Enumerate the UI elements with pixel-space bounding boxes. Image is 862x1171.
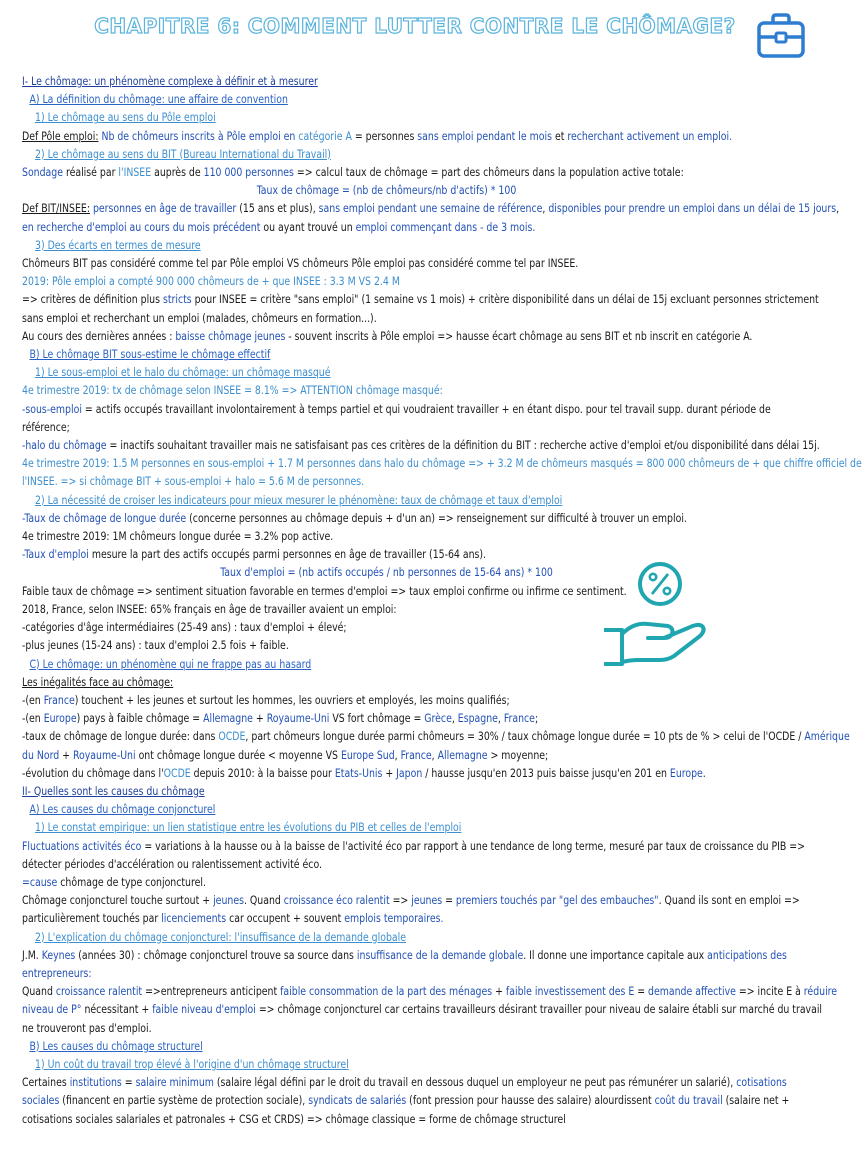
text-line [22,219,751,237]
text-run: ont chômage longue durée < moyenne VS [135,748,341,762]
text-run: 2018, France, selon INSEE: 65% français en âge de travailler avaient un emploi: [22,602,397,616]
text-run: 4e trimestre 2019: tx de chômage selon INSEE = 8.1% => ATTENTION chômage masqué: [22,384,443,398]
text-run: Les inégalités face au chômage: [22,675,174,689]
text-run: Faible taux de chômage => sentiment situation favorable en termes d'emploi => taux emploi confirme ou infirme ce sentiment. [22,584,627,598]
text-run: (15 ans et plus), [236,202,319,216]
text-run: Japon [396,766,423,780]
topic-heading [22,492,751,510]
text-line [22,910,751,928]
text-run: ) touchent + les jeunes et surtout les hommes, les ouvriers et employés, les moins qualifiés; [74,693,510,707]
text-line [22,328,751,346]
text-run: jeunes [213,894,244,908]
text-run: coût du travail [654,1094,723,1108]
text-run: , [394,748,401,762]
text-run: -taux de chômage de longue durée: dans [22,730,219,744]
text-run: personnes en âge de travailler [89,202,237,216]
text-run: réduire [803,985,838,999]
topic-heading [22,1056,751,1074]
text-run: , [431,748,438,762]
text-run: premiers touchés par "gel des embauches" [455,894,659,908]
text-run: 1) Le chômage au sens du Pôle emploi [35,111,216,125]
text-run: = [442,894,456,908]
text-line [22,728,850,746]
text-run: (font pression pour hausse des salaire) alourdissent [406,1094,655,1108]
text-run: France [43,693,75,707]
section-heading [22,783,751,801]
text-run: Allemagne [203,712,253,726]
text-run: => calcul taux de chômage = part des chômeurs dans la population active totale: [293,166,684,180]
text-run: (salaire net + [722,1094,790,1108]
text-run: - souvent inscrits à Pôle emploi => hausse écart chômage au sens BIT et nb inscrit en catégorie A. [285,329,753,343]
text-run: cotisations sociales salariales et patronales + CSG et CRDS) => chômage classique = forme de chômage structurel [22,1112,566,1126]
topic-heading [22,237,751,255]
text-run: Royaume-Uni [266,712,330,726]
text-line [22,382,751,400]
text-run: depuis 2010: à la baisse pour [190,766,335,780]
text-run: , [836,202,840,216]
text-run: Taux d'emploi = (nb actifs occupés / nb personnes de 15-64 ans) * 100 [220,566,553,580]
text-run: baisse chômage jeunes [175,329,286,343]
text-run: + [492,985,506,999]
text-run: 3) Des écarts en termes de mesure [35,238,201,252]
text-run: Def BIT/INSEE: [22,202,90,216]
text-line [22,437,820,455]
text-run: =cause [22,875,58,889]
text-run: croissance éco ralentit [283,894,390,908]
briefcase-icon [755,10,807,62]
text-run: salaire minimum [135,1076,214,1090]
text-run: stricts [162,293,192,307]
text-run: mesure la part des actifs occupés parmi personnes en âge de travailler (15-64 ans). [88,548,487,562]
text-run: -Taux de chômage de longue durée [22,511,187,525]
text-run: Etats-Unis [334,766,383,780]
text-run: sociales [22,1094,60,1108]
text-run: B) Les causes du chômage structurel [29,1039,203,1053]
text-run: emploi commençant dans - de 3 mois. [355,220,536,234]
text-run: Europe [669,766,703,780]
text-line [22,1111,751,1129]
text-run: Amérique [804,730,850,744]
text-run: Sondage [22,166,63,180]
text-run: l'INSEE. => si chômage BIT + sous-emploi + halo = 5.6 M de personnes. [22,475,365,489]
text-run: A) Les causes du chômage conjoncturel [29,803,216,817]
text-run: chômage de type conjoncturel. [57,875,206,889]
text-run: -plus jeunes (15-24 ans) : taux d'emploi 2.5 fois + faible. [22,639,289,653]
text-line [22,983,838,1001]
text-line [22,546,751,564]
text-line [22,765,751,783]
text-run: car occupent + souvent [226,912,345,926]
text-line [22,947,787,965]
chapter-title: CHAPITRE 6: COMMENT LUTTER CONTRE LE CHÔMAGE? [94,14,736,38]
text-run: Europe [43,712,77,726]
text-line [22,637,751,655]
text-line [22,528,751,546]
text-run: => incite E à [735,985,804,999]
text-run: 2) L'explication du chômage conjoncturel: l'insuffisance de la demande globale [35,930,407,944]
text-run: => critères de définition plus [22,293,163,307]
text-run: Certaines [22,1076,70,1090]
text-run: Europe Sud [340,748,395,762]
text-run: faible investissement des E [505,985,635,999]
topic-heading [22,819,751,837]
text-line [22,619,751,637]
text-run: Quand [22,985,56,999]
text-line [22,291,819,309]
text-run: et [551,129,568,143]
text-run: syndicats de salariés [308,1094,407,1108]
text-line [22,1092,790,1110]
text-line [22,310,751,328]
text-run: sans emploi et recherchant un emploi (malades, chômeurs en formation...). [22,311,377,325]
text-run: ou ayant trouvé un [260,220,356,234]
text-run: licenciements [161,912,227,926]
text-run: = variations à la hausse ou à la baisse de l'activité éco par rapport à une tendance de long terme, mesuré par taux de croissance du PIB => [141,839,805,853]
text-run: Allemagne [437,748,488,762]
text-run: entrepreneurs: [22,966,92,980]
text-run: , [542,202,549,216]
text-run: croissance ralentit [55,985,143,999]
text-run: OCDE [218,730,246,744]
text-run: =>entrepreneurs anticipent [142,985,281,999]
text-run: Chômage conjoncturel touche surtout + [22,894,214,908]
text-run: (salaire légal défini par le droit du travail en dessous duquel un employeur ne peut pas rémunérer un salarié), [213,1076,737,1090]
subsection-heading [22,91,751,109]
text-run: . Quand ils sont en emploi => [658,894,800,908]
text-run: faible niveau d'emploi [152,1003,256,1017]
text-run: réalisé par [62,166,119,180]
text-run: B) Le chômage BIT sous-estime le chômage effectif [29,348,271,362]
text-run: Espagne [457,712,498,726]
section-heading [22,73,751,91]
text-run: Royaume-Uni [72,748,136,762]
text-run: pour INSEE = critère "sans emploi" (1 semaine vs 1 mois) + critère disponibilité dans un délai de 15j excluant personnes strictement [191,293,819,307]
text-run: => chômage conjoncturel car certains travailleurs désirant travailler pour niveau de salaire établi sur marché du travail [255,1003,823,1017]
text-run: = actifs occupés travaillant involontairement à temps partiel et qui voudraient travailler + en étant dispo. pour tel travail supp. durant période de [81,402,771,416]
text-run: (concerne personnes au chômage depuis + d'un an) => renseignement sur difficulté à trouver un emploi. [186,511,687,525]
text-run: ) pays à faible chômage = [76,712,204,726]
text-run: 1) Un coût du travail trop élevé à l'origine d'un chômage structurel [35,1057,349,1071]
text-line [22,273,751,291]
text-run: = [634,985,649,999]
subsection-heading [22,1038,751,1056]
text-run: institutions [69,1076,122,1090]
text-line [22,692,751,710]
text-line [22,892,800,910]
text-run: niveau de P° [22,1003,82,1017]
text-run: => [389,894,412,908]
text-run: C) Le chômage: un phénomène qui ne frappe pas au hasard [29,657,312,671]
text-run: référence; [22,420,70,434]
text-run: catégorie A [298,129,352,143]
text-line [22,965,751,983]
text-line [22,510,751,528]
text-line [22,874,751,892]
text-run: 4e trimestre 2019: 1M chômeurs longue durée = 3.2% pop active. [22,530,334,544]
text-run: = [121,1076,136,1090]
text-line [22,164,751,182]
text-run: , part chômeurs longue durée parmi chômeurs = 30% / taux chômage longue durée = 10 pts de % > celui de l'OCDE / [245,730,805,744]
text-run: VS fort chômage = [329,712,425,726]
text-run: France [400,748,432,762]
text-line [22,455,862,473]
topic-heading [22,146,751,164]
text-run: particulièrement touchés par [22,912,162,926]
text-run: . [702,766,706,780]
text-run: OCDE [163,766,191,780]
text-run: 1) Le constat empirique: un lien statistique entre les évolutions du PIB et celles de l'emploi [35,821,462,835]
text-run: auprès de [151,166,204,180]
subsection-heading [22,801,751,819]
text-run: . Il donne une importance capitale aux [523,948,708,962]
text-run: disponibles pour prendre un emploi dans un délai de 15 jours [548,202,837,216]
text-run: 2019: Pôle emploi a compté 900 000 chômeurs de + que INSEE : 3.3 M VS 2.4 M [22,275,400,289]
text-run: , [451,712,458,726]
subsection-heading [22,656,751,674]
text-run: Fluctuations activités éco [22,839,142,853]
text-run: A) La définition du chômage: une affaire de convention [29,93,288,107]
text-run: jeunes [411,894,443,908]
text-line [22,401,771,419]
text-run: détecter périodes d'accélération ou ralentissement activité éco. [22,857,322,871]
text-line [22,200,840,218]
text-run: + [382,766,397,780]
text-run: -sous-emploi [22,402,82,416]
text-run: 2) La nécessité de croiser les indicateurs pour mieux mesurer le phénomène: taux de chômage et taux d'emploi [35,493,563,507]
text-run: 4e trimestre 2019: 1.5 M personnes en sous-emploi + 1.7 M personnes dans halo du chômage => + 3.2 M de chômeurs masqués = 800 000 chômeurs de + que chiffre officiel de [22,457,862,471]
text-run: II- Quelles sont les causes du chômage [22,784,205,798]
text-line [22,419,751,437]
text-run: . Quand [243,894,284,908]
text-run: 110 000 personnes [203,166,294,180]
text-run: faible consommation de la part des ménages [280,985,493,999]
text-run: 2) Le chômage au sens du BIT (Bureau International du Travail) [35,147,331,161]
text-run: (années 30) : chômage conjoncturel trouve sa source dans [75,948,357,962]
text-line [22,583,751,601]
text-line [22,856,751,874]
text-line [22,674,751,692]
text-run: -(en [22,712,44,726]
text-run: 1) Le sous-emploi et le halo du chômage: un chômage masqué [35,366,331,380]
text-line [22,1074,787,1092]
topic-heading [22,109,751,127]
text-run: du Nord [22,748,60,762]
text-run: -catégories d'âge intermédiaires (25-49 ans) : taux d'emploi + élevé; [22,621,347,635]
text-run: (financent en partie système de protection sociale), [59,1094,309,1108]
text-run: recherchant activement un emploi. [567,129,733,143]
text-run: = inactifs souhaitant travailler mais ne satisfaisant pas ces critères de la définition du BIT : recherche active d'emploi et/ou disponibilité dans délai 15j. [106,439,820,453]
topic-heading [22,929,751,947]
text-run: Taux de chômage = (nb de chômeurs/nb d'actifs) * 100 [256,184,517,198]
text-run: nécessitant + [81,1003,153,1017]
text-run: + [252,712,267,726]
text-run: , [497,712,504,726]
text-run: cotisations [736,1076,787,1090]
text-run: sans emploi pendant le mois [417,129,552,143]
text-line [22,838,805,856]
text-run: Keynes [41,948,76,962]
text-run: -Taux d'emploi [22,548,89,562]
text-run: = personnes [351,129,418,143]
text-run: -halo du chômage [22,439,107,453]
text-run: > moyenne; [487,748,549,762]
text-run: + [59,748,73,762]
text-line [22,1020,751,1038]
text-run: emplois temporaires. [344,912,444,926]
text-run: J.M. [22,948,42,962]
text-line [22,128,751,146]
topic-heading [22,364,751,382]
text-run: ; [534,712,539,726]
text-line [22,710,751,728]
text-run: l'INSEE [118,166,152,180]
text-run: Chômeurs BIT pas considéré comme tel par Pôle emploi VS chômeurs Pôle emploi pas considéré comme tel par INSEE. [22,257,579,271]
text-run: Nb de chômeurs inscrits à Pôle emploi en [98,129,299,143]
text-run: France [503,712,535,726]
text-run: -évolution du chômage dans l' [22,766,164,780]
text-line [22,255,751,273]
subsection-heading [22,346,751,364]
text-run: anticipations des [707,948,787,962]
text-run: I- Le chômage: un phénomène complexe à définir et à mesurer [22,75,318,88]
text-run: -(en [22,693,44,707]
text-run: ne trouveront pas d'emploi. [22,1021,152,1035]
text-line [22,473,751,491]
text-run: insuffisance de la demande globale [356,948,524,962]
text-run: Def Pôle emploi: [22,129,99,143]
text-line [22,601,751,619]
text-run: Grèce [424,712,452,726]
formula-line [22,564,751,582]
document-body [22,73,862,1129]
text-line [22,747,751,765]
formula-line [22,182,751,200]
text-run: / hausse jusqu'en 2013 puis baisse jusqu'en 201 en [422,766,670,780]
text-run: en recherche d'emploi au cours du mois précédent [22,220,261,234]
text-run: demande affective [648,985,736,999]
text-run: Au cours des dernières années : [22,329,176,343]
text-line [22,1001,823,1019]
text-run: sans emploi pendant une semaine de référence [318,202,543,216]
